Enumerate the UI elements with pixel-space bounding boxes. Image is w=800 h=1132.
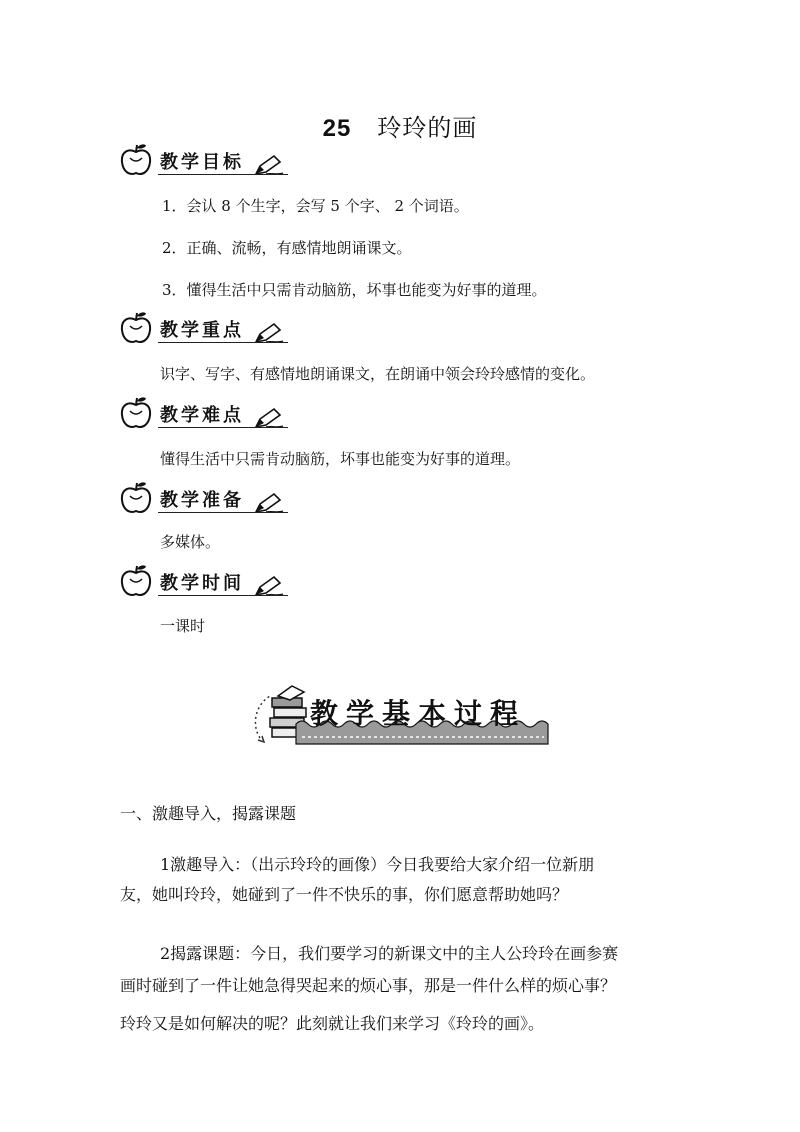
time-text: 一课时 (160, 617, 206, 635)
paragraph-2-line-1: 2揭露课题：今日，我们要学习的新课文中的主人公玲玲在画参赛 (160, 944, 619, 963)
pen-icon (254, 492, 284, 514)
section-heading-difficulties (118, 395, 288, 431)
key-points-text: 识字、写字、有感情地朗诵课文，在朗诵中领会玲玲感情的变化。 (160, 365, 596, 383)
heading-underline (158, 595, 288, 596)
section-heading-objectives (118, 142, 288, 178)
paragraph-2-line-3: 玲玲又是如何解决的呢？此刻就让我们来学习《玲玲的画》。 (120, 1014, 545, 1033)
preparation-text: 多媒体。 (160, 533, 221, 551)
pen-icon (254, 575, 284, 597)
apple-icon (118, 563, 154, 599)
objective-item-3: 3．懂得生活中只需肯动脑筋，坏事也能变为好事的道理。 (162, 281, 547, 299)
objective-item-2: 2．正确、流畅，有感情地朗诵课文。 (162, 239, 412, 257)
heading-underline (158, 342, 288, 343)
section-heading-preparation (118, 480, 288, 516)
lesson-number: 25 (322, 115, 352, 142)
banner-title: 教学基本过程 (310, 697, 527, 730)
section-title: 教学难点 (160, 405, 244, 426)
heading-underline (158, 174, 288, 175)
pen-icon (254, 322, 284, 344)
section-title: 教学重点 (160, 320, 244, 341)
heading-underline (158, 512, 288, 513)
section-heading-key-points (118, 310, 288, 346)
process-banner (248, 680, 554, 750)
section-title: 教学目标 (160, 152, 244, 173)
apple-icon (118, 480, 154, 516)
section-title: 教学时间 (160, 573, 244, 594)
pen-icon (254, 407, 284, 429)
apple-icon (118, 395, 154, 431)
difficulties-text: 懂得生活中只需肯动脑筋，坏事也能变为好事的道理。 (160, 450, 521, 468)
section-title: 教学准备 (160, 490, 244, 511)
paragraph-1-line-1: 1激趣导入：（出示玲玲的画像）今日我要给大家介绍一位新朋 (160, 855, 595, 874)
apple-icon (118, 310, 154, 346)
section-heading-time (118, 563, 288, 599)
lesson-title: 玲玲的画 (377, 114, 478, 142)
paragraph-2-line-2: 画时碰到了一件让她急得哭起来的烦心事，那是一件什么样的烦心事？ (120, 976, 617, 995)
apple-icon (118, 142, 154, 178)
page-title (0, 108, 800, 143)
part-1-title: 一、激趣导入，揭露课题 (120, 804, 297, 823)
paragraph-1-line-2: 友，她叫玲玲，她碰到了一件不快乐的事，你们愿意帮助她吗？ (120, 885, 569, 904)
objective-item-1: 1．会认 8 个生字，会写 5 个字、 2 个词语。 (162, 197, 469, 215)
pen-icon (254, 154, 284, 176)
heading-underline (158, 427, 288, 428)
